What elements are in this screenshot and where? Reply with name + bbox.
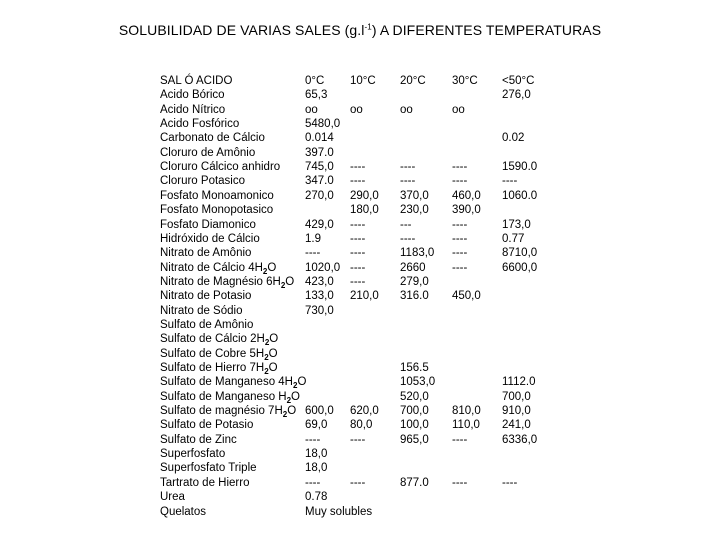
table-row xyxy=(0,305,720,319)
salt-name xyxy=(160,477,249,489)
value-cell: 80,0 xyxy=(350,419,373,432)
value-cell: 1.9 xyxy=(305,232,321,245)
value-cell: ---- xyxy=(452,232,468,245)
value-cell: oo xyxy=(452,103,465,116)
value-cell: 210,0 xyxy=(350,290,379,303)
value-cell: 69,0 xyxy=(305,419,328,432)
salt-name-part: Nitrato de Magnésio 6H xyxy=(160,275,281,288)
salt-name-part: Fosfato Monopotasico xyxy=(160,204,274,217)
salt-name xyxy=(160,161,280,173)
value-cell: ---- xyxy=(350,247,366,260)
salt-name-part: Fosfato Monoamonico xyxy=(160,189,274,202)
value-cell: ---- xyxy=(502,175,518,188)
table-row xyxy=(0,491,720,505)
salt-name xyxy=(160,506,206,518)
value-cell: 1020,0 xyxy=(305,261,341,274)
value-cell: 1590.0 xyxy=(502,161,538,174)
salt-name-part: Cloruro de Amônio xyxy=(160,146,256,159)
value-cell: 730,0 xyxy=(305,304,334,317)
salt-name xyxy=(160,175,245,187)
subscript: 2 xyxy=(280,280,286,290)
value-cell: 1053,0 xyxy=(400,376,436,389)
salt-name-part: Sulfato de Manganeso 4H xyxy=(160,376,293,389)
salt-name-part: Fosfato Diamonico xyxy=(160,218,256,231)
value-cell: 270,0 xyxy=(305,189,334,202)
table-header xyxy=(0,75,720,89)
subscript: 2 xyxy=(264,338,270,348)
value-cell: 910,0 xyxy=(502,405,531,418)
value-cell: ---- xyxy=(452,433,468,446)
value-cell: 279,0 xyxy=(400,275,429,288)
header-name: SAL Ó ACIDO xyxy=(160,75,233,87)
value-cell: 110,0 xyxy=(452,419,480,432)
salt-name-part: Carbonato de Cálcio xyxy=(160,132,265,145)
salt-name xyxy=(160,362,278,374)
value-cell: 1060.0 xyxy=(502,189,538,202)
table-row xyxy=(0,147,720,161)
table-row xyxy=(0,462,720,476)
table-row xyxy=(0,290,720,304)
salt-name xyxy=(160,132,265,144)
value-cell: ---- xyxy=(502,476,518,489)
salt-name xyxy=(160,376,307,391)
title-superscript: -1 xyxy=(364,22,372,32)
value-cell: oo xyxy=(305,103,318,116)
salt-name-part: O xyxy=(287,405,297,418)
value-cell: 423,0 xyxy=(305,275,334,288)
value-cell: 347.0 xyxy=(305,175,334,188)
salt-name-part: Superfosfato Triple xyxy=(160,462,257,475)
salt-name xyxy=(160,462,257,474)
value-cell: 6600,0 xyxy=(502,261,538,274)
subscript: 2 xyxy=(292,381,298,391)
page-title xyxy=(0,22,720,38)
value-cell: ---- xyxy=(350,261,366,274)
table-row xyxy=(0,319,720,333)
value-cell: 1183,0 xyxy=(400,247,435,260)
value-cell: 429,0 xyxy=(305,218,334,231)
value-cell: 173,0 xyxy=(502,218,531,231)
value-cell: --- xyxy=(400,218,412,231)
value-cell: 460,0 xyxy=(452,189,481,202)
value-cell: ---- xyxy=(452,218,468,231)
salt-name-part: O xyxy=(268,347,278,360)
salt-name-part: O xyxy=(267,261,277,274)
table-row xyxy=(0,262,720,276)
value-cell: ---- xyxy=(350,433,366,446)
salt-name xyxy=(160,319,253,331)
value-cell: ---- xyxy=(452,261,468,274)
salt-name-part: Hidróxido de Cálcio xyxy=(160,232,260,245)
subscript: 2 xyxy=(286,395,292,405)
table-row xyxy=(0,175,720,189)
salt-name xyxy=(160,118,239,130)
header-10c: 10°C xyxy=(350,75,376,87)
salt-name xyxy=(160,147,255,159)
salt-name-part: Nitrato de Potasio xyxy=(160,290,252,303)
salt-name xyxy=(160,233,260,245)
value-cell: ---- xyxy=(452,247,468,260)
value-cell: oo xyxy=(350,103,363,116)
salt-name xyxy=(160,448,225,460)
salt-name xyxy=(160,104,225,116)
salt-name-part: Sulfato de Cobre 5H xyxy=(160,347,265,360)
table-row xyxy=(0,434,720,448)
table-row xyxy=(0,448,720,462)
value-cell: 0.77 xyxy=(502,232,525,245)
salt-name xyxy=(160,219,256,231)
salt-name-part: Cloruro Cálcico anhidro xyxy=(160,161,281,174)
value-cell: 316.0 xyxy=(400,290,429,303)
salt-name xyxy=(160,391,300,403)
value-cell: 810,0 xyxy=(452,405,481,418)
value-cell: 18,0 xyxy=(305,462,328,475)
table-row xyxy=(0,104,720,118)
table-row xyxy=(0,362,720,376)
value-cell: ---- xyxy=(350,476,366,489)
salt-name-part: O xyxy=(285,275,295,288)
value-cell: 8710,0 xyxy=(502,247,538,260)
salt-name-part: Sulfato de Hierro 7H xyxy=(160,362,265,374)
salt-name-part: Nitrato de Cálcio 4H xyxy=(160,261,263,274)
value-cell: oo xyxy=(400,103,413,116)
header-50c: <50°C xyxy=(502,75,535,87)
value-cell: 620,0 xyxy=(350,405,379,418)
salt-name xyxy=(160,262,276,274)
salt-name xyxy=(160,305,242,317)
subscript: 2 xyxy=(264,367,269,376)
value-cell: 397.0 xyxy=(305,146,334,159)
table-row xyxy=(0,348,720,362)
table-row xyxy=(0,419,720,433)
value-cell: 180,0 xyxy=(350,204,379,217)
subscript: 2 xyxy=(264,352,269,362)
table-row xyxy=(0,118,720,132)
value-cell: ---- xyxy=(400,175,416,188)
value-cell: 6336,0 xyxy=(502,433,538,446)
salt-name-part: Sulfato de Amônio xyxy=(160,318,254,331)
salt-name xyxy=(160,276,294,288)
value-cell: 241,0 xyxy=(502,419,531,432)
value-cell: ---- xyxy=(305,247,321,260)
table-row xyxy=(0,204,720,218)
salt-name xyxy=(160,89,225,101)
table-row xyxy=(0,219,720,233)
value-cell: ---- xyxy=(400,232,416,245)
value-cell: 965,0 xyxy=(400,433,429,446)
value-cell: 156.5 xyxy=(400,362,429,374)
table-row xyxy=(0,506,720,520)
table-row xyxy=(0,247,720,261)
value-cell: 600,0 xyxy=(305,405,334,418)
value-cell: ---- xyxy=(350,218,366,231)
salt-name-part: Sulfato de Manganeso H xyxy=(160,390,287,403)
value-cell: 745,0 xyxy=(305,161,334,174)
value-cell: 18,0 xyxy=(305,448,328,461)
salt-name xyxy=(160,190,274,202)
salt-name-part: Quelatos xyxy=(160,505,207,518)
salt-name-part: O xyxy=(269,333,279,346)
salt-name xyxy=(160,290,251,302)
value-cell: 100,0 xyxy=(400,419,429,432)
salt-name-part: Cloruro Potasico xyxy=(160,175,246,188)
value-cell: Muy solubles xyxy=(305,505,373,518)
value-cell: 700,0 xyxy=(502,390,531,403)
salt-name-part: Sulfato de Cálcio 2H xyxy=(160,333,265,346)
value-cell: 877.0 xyxy=(400,476,429,489)
value-cell: 370,0 xyxy=(400,189,429,202)
salt-name-part: Nitrato de Sódio xyxy=(160,304,243,317)
table-row xyxy=(0,477,720,491)
salt-name-part: Tartrato de Hierro xyxy=(160,476,250,489)
value-cell: 2660 xyxy=(400,261,426,274)
salt-name-part: Acido Bórico xyxy=(160,89,225,102)
salt-name xyxy=(160,491,185,503)
subscript: 2 xyxy=(282,410,288,420)
value-cell: 390,0 xyxy=(452,204,481,217)
value-cell: 520,0 xyxy=(400,390,429,403)
value-cell: 0.014 xyxy=(305,132,334,145)
value-cell: ---- xyxy=(452,161,468,174)
value-cell: ---- xyxy=(400,161,416,174)
title-main: SOLUBILIDAD DE VARIAS SALES (g.l xyxy=(118,22,365,38)
salt-name-part: Urea xyxy=(160,491,185,504)
value-cell: 133,0 xyxy=(305,290,334,303)
subscript: 2 xyxy=(262,266,268,276)
value-cell: 65,3 xyxy=(305,89,328,102)
salt-name xyxy=(160,247,251,259)
salt-name xyxy=(160,419,253,431)
salt-name-part: Superfosfato xyxy=(160,448,226,461)
table-row xyxy=(0,333,720,347)
table-row xyxy=(0,405,720,419)
table-row xyxy=(0,190,720,204)
value-cell: ---- xyxy=(305,433,321,446)
salt-name-part: Acido Fosfórico xyxy=(160,118,240,131)
header-30c: 30°C xyxy=(452,75,478,87)
value-cell: 290,0 xyxy=(350,189,379,202)
value-cell: ---- xyxy=(350,232,366,245)
salt-name-part: Sulfato de magnésio 7H xyxy=(160,405,283,418)
salt-name-part: Sulfato de Potasio xyxy=(160,419,254,432)
salt-name xyxy=(160,204,273,216)
salt-name-part: O xyxy=(291,390,300,403)
salt-name xyxy=(160,434,237,446)
table-row xyxy=(0,276,720,290)
table-row xyxy=(0,161,720,175)
value-cell: ---- xyxy=(350,175,366,188)
value-cell: 276,0 xyxy=(502,89,531,102)
value-cell: 5480,0 xyxy=(305,118,341,131)
value-cell: 230,0 xyxy=(400,204,429,217)
title-rest: ) A DIFERENTES TEMPERATURAS xyxy=(371,22,602,38)
value-cell: 1112.0 xyxy=(502,376,536,389)
value-cell: 0.78 xyxy=(305,491,328,504)
salt-name-part: Sulfato de Zinc xyxy=(160,433,237,446)
salt-name xyxy=(160,348,278,360)
table-row xyxy=(0,391,720,405)
table-row xyxy=(0,376,720,390)
value-cell: 0.02 xyxy=(502,132,525,145)
value-cell: 450,0 xyxy=(452,290,481,303)
salt-name-part: O xyxy=(268,362,278,374)
salt-name xyxy=(160,333,279,348)
header-20c: 20°C xyxy=(400,75,426,87)
table-row xyxy=(0,233,720,247)
salt-name-part: Acido Nítrico xyxy=(160,103,226,116)
table-row xyxy=(0,89,720,103)
value-cell: ---- xyxy=(452,476,468,489)
header-0c: 0°C xyxy=(305,75,325,87)
salt-name-part: Nitrato de Amônio xyxy=(160,247,252,260)
salt-name-part: O xyxy=(297,376,307,389)
value-cell: ---- xyxy=(350,275,366,288)
value-cell: ---- xyxy=(305,476,321,489)
salt-name xyxy=(160,405,297,420)
value-cell: ---- xyxy=(452,175,468,188)
table-row xyxy=(0,132,720,146)
value-cell: ---- xyxy=(350,161,366,174)
value-cell: 700,0 xyxy=(400,405,429,418)
